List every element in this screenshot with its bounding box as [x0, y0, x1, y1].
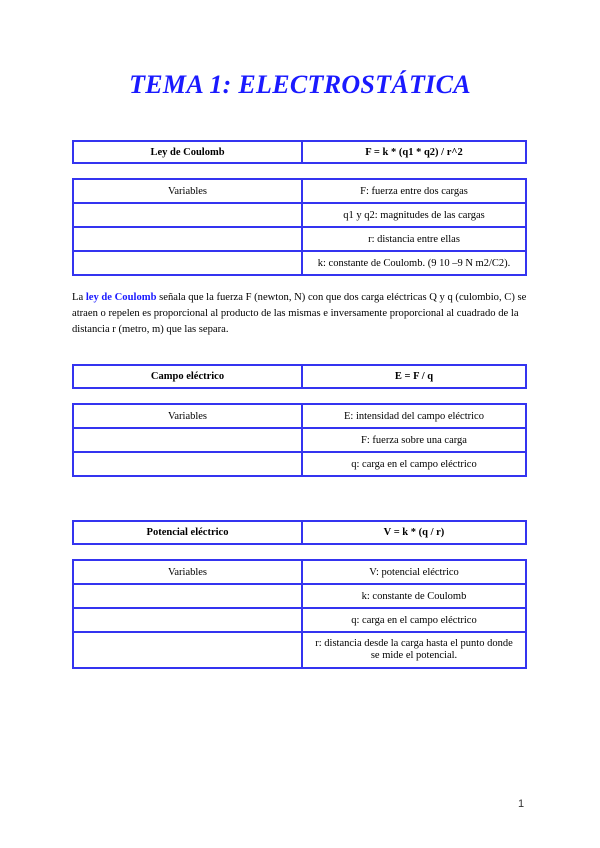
- law-name: Campo eléctrico: [73, 365, 302, 388]
- variable: q: carga en el campo eléctrico: [302, 452, 526, 476]
- variable: k: constante de Coulomb: [302, 584, 526, 608]
- variables-label: Variables: [73, 560, 302, 584]
- variable: q: carga en el campo eléctrico: [302, 608, 526, 632]
- variable: F: fuerza entre dos cargas: [302, 179, 526, 203]
- page-title: TEMA 1: ELECTROSTÁTICA: [129, 70, 471, 99]
- coulomb-link[interactable]: ley de Coulomb: [85, 292, 157, 303]
- potencial-variables-table: [72, 559, 527, 669]
- law-formula: E = F / q: [302, 365, 526, 388]
- page-number: 1: [518, 798, 525, 810]
- variables-label: Variables: [73, 404, 302, 428]
- law-formula: F = k * (q1 * q2) / r^2: [302, 141, 526, 163]
- variable: r: distancia entre ellas: [302, 227, 526, 251]
- variable: E: intensidad del campo eléctrico: [302, 404, 526, 428]
- law-name: Ley de Coulomb: [73, 141, 302, 163]
- campo-formula-table: [72, 364, 527, 389]
- coulomb-paragraph: La ley de Coulomb señala que la fuerza F (newton, N) con que dos carga eléctricas Q y q (culombio, C) se atraen o repelen es proporcional al producto de las mismas e inversamente proporcional al cuadrado de la distancia r (metro, m) que las separa.: [72, 292, 527, 335]
- variable: V: potencial eléctrico: [302, 560, 526, 584]
- law-name: Potencial eléctrico: [73, 521, 302, 544]
- variable: r: distancia desde la carga hasta el punto donde se mide el potencial.: [302, 632, 526, 668]
- law-formula: V = k * (q / r): [302, 521, 526, 544]
- variables-label: Variables: [73, 179, 302, 203]
- variable: k: constante de Coulomb. (9 10 –9 N m2/C2).: [302, 251, 526, 275]
- coulomb-formula-table: [72, 140, 527, 164]
- potencial-formula-table: [72, 520, 527, 545]
- coulomb-variables-table: [72, 178, 527, 276]
- variable: F: fuerza sobre una carga: [302, 428, 526, 452]
- variable: q1 y q2: magnitudes de las cargas: [302, 203, 526, 227]
- campo-variables-table: [72, 403, 527, 477]
